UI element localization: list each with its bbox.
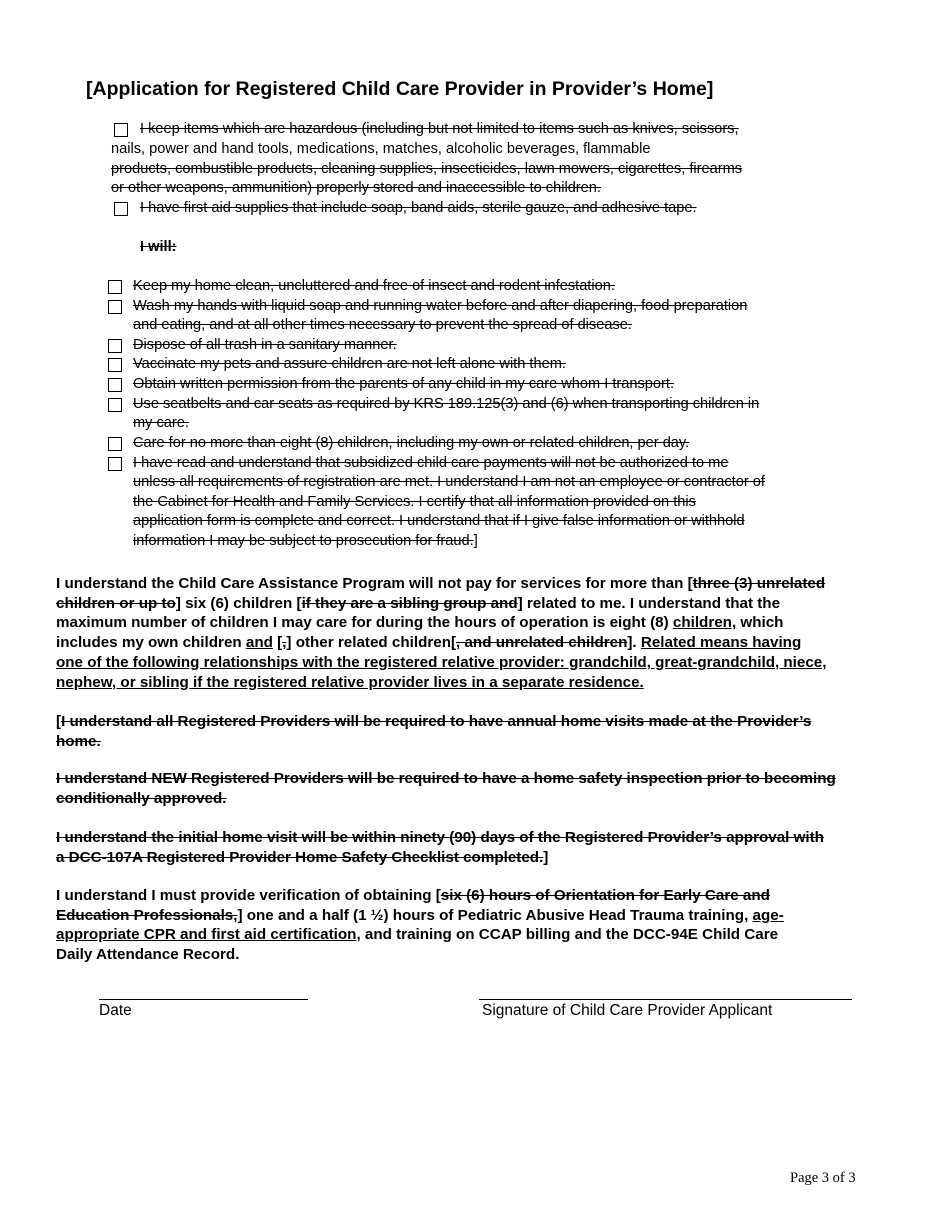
- read-understand-text: I have read and understand that subsidized child care payments will not be authorized to me: [133, 455, 729, 471]
- seatbelt-text: my care.: [133, 415, 189, 431]
- eight-children-checkbox[interactable]: [108, 437, 122, 451]
- inspection-paragraph: I understand NEW Registered Providers will be required to have a home safety inspection prior to becoming conditionally approved.: [56, 770, 836, 807]
- wash-hands-text: Wash my hands with liquid soap and running water before and after diapering, food preparation: [133, 298, 748, 314]
- ccap-paragraph: I understand the Child Care Assistance Program will not pay for services for more than [three (3) unrelated children or up to] six (6) children [if they are a sibling group and] related to me. I understand that the maximum number of children I may care for during the hours of operation is eight (8) children, which includes my own children and [,] other related children[, and unrelated children]. Related means having one of the following relationships with the registered relative provider: grandchild, great-grandchild, niece, nephew, or sibling if the registered relative provider lives in a separate residence.: [56, 575, 827, 691]
- hazard-text-line: or other weapons, ammunition) properly stored and inaccessible to children.: [111, 180, 601, 196]
- signature-label: Signature of Child Care Provider Applicant: [482, 1002, 773, 1019]
- first-aid-checkbox[interactable]: [114, 202, 128, 216]
- wash-hands-checkbox[interactable]: [108, 300, 122, 314]
- hazard-text-line: nails, power and hand tools, medications, matches, alcoholic beverages, flammable: [111, 141, 651, 157]
- seatbelt-checkbox[interactable]: [108, 398, 122, 412]
- trash-text: Dispose of all trash in a sanitary manner.: [133, 337, 397, 353]
- hazard-text-line: products, combustible products, cleaning supplies, insecticides, lawn mowers, cigarettes, firearms: [111, 161, 743, 177]
- permission-text: Obtain written permission from the parents of any child in my care whom I transport.: [133, 376, 675, 392]
- wash-hands-text: and eating, and at all other times necessary to prevent the spread of disease.: [133, 317, 632, 333]
- page-number: Page 3 of 3: [790, 1170, 856, 1186]
- pets-checkbox[interactable]: [108, 358, 122, 372]
- read-understand-text: application form is complete and correct. I understand that if I give false information or withhold: [133, 513, 745, 529]
- date-label: Date: [99, 1002, 132, 1019]
- seatbelt-text: Use seatbelts and car seats as required by KRS 189.125(3) and (6) when transporting children in: [133, 396, 760, 412]
- read-understand-checkbox[interactable]: [108, 457, 122, 471]
- i-will-heading: I will:: [140, 239, 177, 255]
- read-understand-text: the Cabinet for Health and Family Services. I certify that all information provided on this: [133, 494, 696, 510]
- eight-children-text: Care for no more than eight (8) children, including my own or related children, per day.: [133, 435, 690, 451]
- initial-visit-paragraph: I understand the initial home visit will be within ninety (90) days of the Registered Provider’s approval with a DCC-107A Registered Provider Home Safety Checklist completed.]: [56, 829, 824, 866]
- read-understand-text: information I may be subject to prosecution for fraud.]: [133, 533, 478, 549]
- hazard-checkbox[interactable]: [114, 123, 128, 137]
- permission-checkbox[interactable]: [108, 378, 122, 392]
- read-understand-text: unless all requirements of registration are met. I understand I am not an employee or contractor of: [133, 474, 765, 490]
- signature-line[interactable]: [479, 999, 852, 1000]
- home-visit-paragraph: [I understand all Registered Providers will be required to have annual home visits made at the Provider’s home.: [56, 713, 812, 750]
- hazard-text-line: I keep items which are hazardous (including but not limited to items such as knives, scissors,: [140, 121, 739, 137]
- clean-home-checkbox[interactable]: [108, 280, 122, 294]
- pets-text: Vaccinate my pets and assure children are not left alone with them.: [133, 356, 566, 372]
- trash-checkbox[interactable]: [108, 339, 122, 353]
- first-aid-text: I have first aid supplies that include soap, band aids, sterile gauze, and adhesive tape.: [140, 200, 697, 216]
- date-line[interactable]: [99, 999, 308, 1000]
- clean-home-text: Keep my home clean, uncluttered and free of insect and rodent infestation.: [133, 278, 615, 294]
- page-title: [Application for Registered Child Care Provider in Provider’s Home]: [86, 78, 714, 100]
- training-paragraph: I understand I must provide verification of obtaining [six (6) hours of Orientation for Early Care and Education Professionals,] one and a half (1 ½) hours of Pediatric Abusive Head Trauma training, age- appropriate CPR and first aid certification, and training on CCAP billing and the DCC-94E Child Care Daily Attendance Record.: [56, 887, 784, 964]
